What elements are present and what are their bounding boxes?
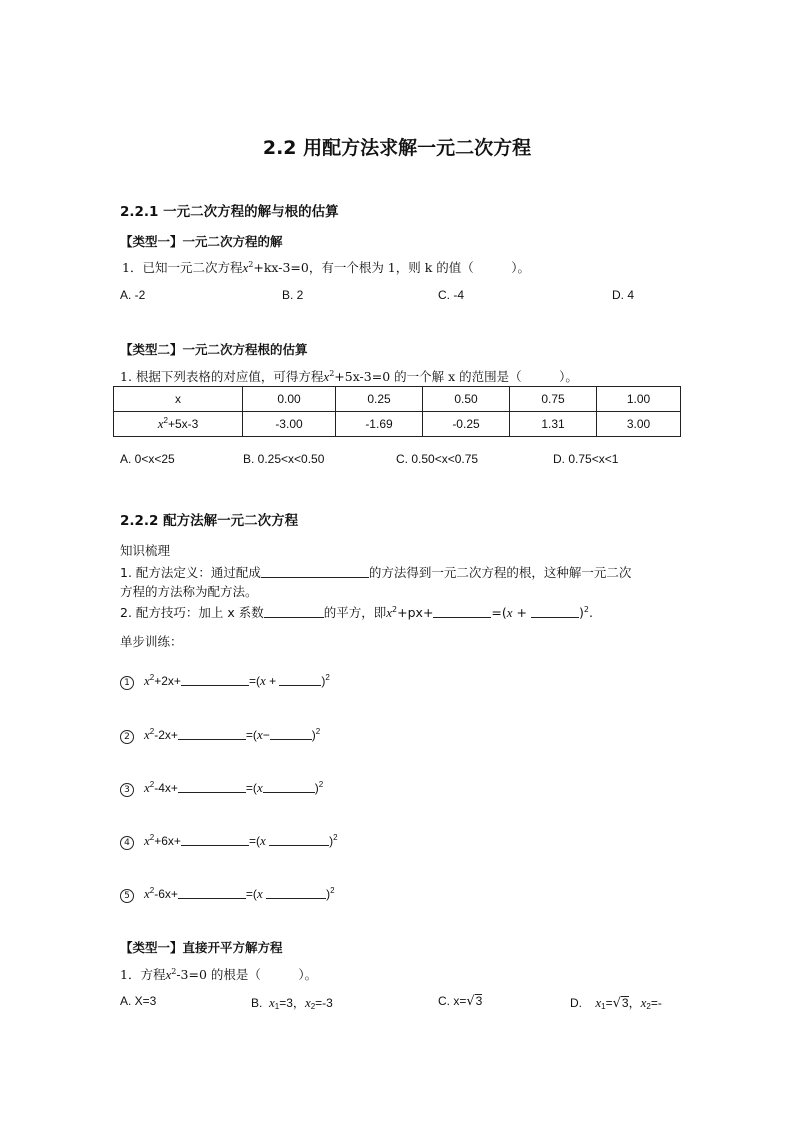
type1-heading: 【类型一】一元二次方程的解	[120, 234, 283, 249]
answer-blank[interactable]	[178, 781, 246, 793]
table-cell: 0.00	[243, 387, 336, 412]
answer-blank[interactable]	[181, 834, 249, 846]
answer-blank[interactable]	[263, 781, 315, 793]
type1-option-c: C. -4	[438, 288, 465, 302]
question-prefix: 1．已知一元二次方程	[122, 260, 243, 275]
table-cell: 1.00	[597, 387, 681, 412]
variable-x: x	[165, 967, 172, 982]
technique-text-a: 2. 配方技巧：加上 x 系数	[120, 605, 264, 620]
drill-middle: -6x+	[154, 887, 178, 901]
exponent: 2	[149, 673, 155, 682]
definition-text-a: 1. 配方法定义：通过配成	[120, 565, 261, 580]
definition-text-b: 的方法得到一元二次方程的根，这种解一元二次	[368, 565, 632, 580]
variable-x: x	[640, 995, 647, 1010]
table-cell: 0.50	[423, 387, 510, 412]
drill-middle: -4x+	[154, 781, 178, 795]
variable-x: x	[256, 727, 263, 742]
answer-blank[interactable]	[270, 728, 312, 740]
question-prefix: 1. 根据下列表格的对应值，可得方程	[120, 369, 324, 384]
sqrt-question	[120, 965, 317, 983]
exponent: 2	[315, 727, 321, 736]
type2-heading: 【类型二】一元二次方程根的估算	[120, 342, 308, 357]
table-cell: 1.31	[510, 412, 597, 437]
variable-x: x	[323, 369, 330, 384]
table-cell: -1.69	[336, 412, 423, 437]
drill-eq: =(	[245, 887, 257, 901]
table-row	[114, 387, 681, 412]
question-suffix: +kx-3=0，有一个根为 1，则 k 的值（ ）。	[253, 260, 531, 275]
technique-text-c: +px+	[397, 605, 434, 620]
radical-sign: √	[612, 996, 621, 1011]
option-sep: ，	[628, 996, 641, 1010]
variable-x: x	[242, 260, 249, 275]
variable-x: x	[304, 995, 311, 1010]
answer-blank[interactable]	[261, 566, 369, 578]
exponent: 2	[149, 780, 155, 789]
option-label: C. x=	[438, 994, 467, 1008]
radicand: 3	[621, 996, 629, 1010]
exponent: 2	[330, 886, 335, 895]
variable-x: x	[144, 727, 150, 742]
technique-end: .	[588, 605, 593, 620]
variable-x: x	[144, 886, 150, 901]
exponent: 2	[333, 833, 338, 842]
answer-blank[interactable]	[178, 728, 246, 740]
definition-line-1	[120, 563, 631, 581]
answer-blank[interactable]	[264, 606, 324, 618]
drill-close: )	[321, 674, 326, 688]
variable-x: x	[259, 833, 266, 848]
drill-close: )	[314, 781, 319, 795]
variable-x: x	[269, 995, 275, 1010]
exponent: 2	[329, 369, 335, 378]
technique-close: )	[578, 605, 584, 620]
drill-title: 单步训练：	[120, 634, 183, 649]
exponent: 2	[163, 416, 168, 425]
exponent: 2	[149, 886, 155, 895]
drill-close: )	[311, 728, 316, 742]
type2-option-a: A. 0<x<25	[120, 452, 175, 466]
answer-blank[interactable]	[279, 674, 321, 686]
table-cell: -0.25	[423, 412, 510, 437]
drill-item-1	[120, 673, 330, 690]
type1-direct-sqrt-heading: 【类型一】直接开平方解方程	[120, 940, 283, 955]
subscript: 2	[310, 1002, 316, 1011]
circled-number: 1	[120, 676, 134, 690]
drill-close: )	[326, 887, 331, 901]
radical-sign: √	[466, 994, 475, 1009]
variable-x: x	[595, 995, 602, 1010]
section-heading-2-2-1: 2.2.1 一元二次方程的解与根的估算	[120, 204, 339, 220]
sqrt-option-b	[251, 994, 333, 1011]
table-row	[114, 412, 681, 437]
knowledge-title: 知识梳理	[120, 543, 171, 558]
answer-blank[interactable]	[433, 606, 491, 618]
radicand: 3	[475, 994, 483, 1008]
drill-middle: +6x+	[154, 834, 181, 848]
table-cell: -3.00	[243, 412, 336, 437]
drill-op: −	[262, 728, 270, 742]
subscript: 2	[646, 1002, 651, 1011]
drill-item-5	[120, 886, 335, 903]
variable-x: x	[256, 886, 263, 901]
variable-x: x	[144, 780, 150, 795]
answer-blank[interactable]	[269, 834, 329, 846]
variable-x: x	[386, 605, 393, 620]
option-label: D.	[570, 996, 582, 1010]
drill-eq: =(	[248, 674, 260, 688]
drill-item-4	[120, 833, 338, 850]
variable-x: x	[259, 673, 266, 688]
answer-blank[interactable]	[178, 887, 246, 899]
type2-option-c: C. 0.50<x<0.75	[396, 452, 479, 466]
section-heading-2-2-2: 2.2.2 配方法解一元二次方程	[120, 513, 299, 529]
exponent: 2	[248, 260, 254, 269]
exponent: 2	[149, 727, 155, 736]
type1-option-d: D. 4	[612, 288, 635, 302]
value-table	[113, 386, 681, 437]
answer-blank[interactable]	[266, 887, 326, 899]
variable-x: x	[144, 673, 150, 688]
drill-eq: =(	[245, 728, 257, 742]
drill-close: )	[329, 834, 334, 848]
option-eq: =	[605, 996, 613, 1010]
sqrt-option-c	[438, 994, 482, 1009]
exponent: 2	[392, 605, 398, 614]
drill-op: +	[265, 674, 280, 688]
variable-x: x	[157, 416, 164, 431]
option-label: B.	[251, 996, 263, 1010]
variable-x: x	[144, 833, 150, 848]
definition-line-2: 方程的方法称为配方法。	[120, 584, 258, 599]
exponent: 2	[171, 967, 177, 976]
question-suffix: +5x-3=0 的一个解 x 的范围是（ ）。	[334, 369, 578, 384]
sqrt-option-d	[570, 994, 662, 1011]
table-cell: 0.75	[510, 387, 597, 412]
page-title: 2.2 用配方法求解一元二次方程	[262, 137, 532, 159]
option-eq: =-	[650, 996, 662, 1010]
technique-eq: =(	[491, 605, 507, 620]
circled-number: 2	[120, 730, 134, 744]
table-header-cell: x	[114, 387, 243, 412]
question-suffix: -3=0 的根是（ ）。	[176, 967, 318, 982]
sqrt-option-a: A. X=3	[120, 994, 157, 1008]
technique-plus: +	[512, 605, 531, 620]
drill-middle: +2x+	[154, 674, 181, 688]
drill-eq: =(	[245, 781, 257, 795]
drill-item-2	[120, 727, 320, 744]
option-value: =-3	[315, 996, 333, 1010]
type1-option-b: B. 2	[282, 288, 304, 302]
type2-question	[120, 367, 578, 385]
technique-text-b: 的平方，即	[323, 605, 387, 620]
drill-item-3	[120, 780, 323, 797]
technique-line	[120, 603, 593, 621]
type1-question	[122, 258, 530, 276]
question-prefix: 1．方程	[120, 967, 166, 982]
type1-option-a: A. -2	[120, 288, 146, 302]
exponent: 2	[325, 673, 330, 682]
type2-option-b: B. 0.25<x<0.50	[243, 452, 325, 466]
variable-x: x	[256, 780, 263, 795]
subscript: 1	[601, 1002, 606, 1011]
exponent: 2	[149, 833, 155, 842]
exponent: 2	[318, 780, 324, 789]
drill-middle: -2x+	[154, 728, 178, 742]
table-cell: 0.25	[336, 387, 423, 412]
subscript: 1	[274, 1002, 280, 1011]
drill-eq: =(	[248, 834, 260, 848]
exponent: 2	[583, 605, 589, 614]
table-cell: 3.00	[597, 412, 681, 437]
circled-number: 5	[120, 889, 134, 903]
type2-option-d: D. 0.75<x<1	[553, 452, 619, 466]
circled-number: 4	[120, 836, 134, 850]
label-rest: +5x-3	[167, 417, 199, 431]
option-value: =3，	[279, 996, 305, 1010]
variable-x: x	[506, 605, 513, 620]
circled-number: 3	[120, 783, 134, 797]
answer-blank[interactable]	[531, 606, 579, 618]
answer-blank[interactable]	[181, 674, 249, 686]
table-header-cell	[114, 412, 243, 437]
